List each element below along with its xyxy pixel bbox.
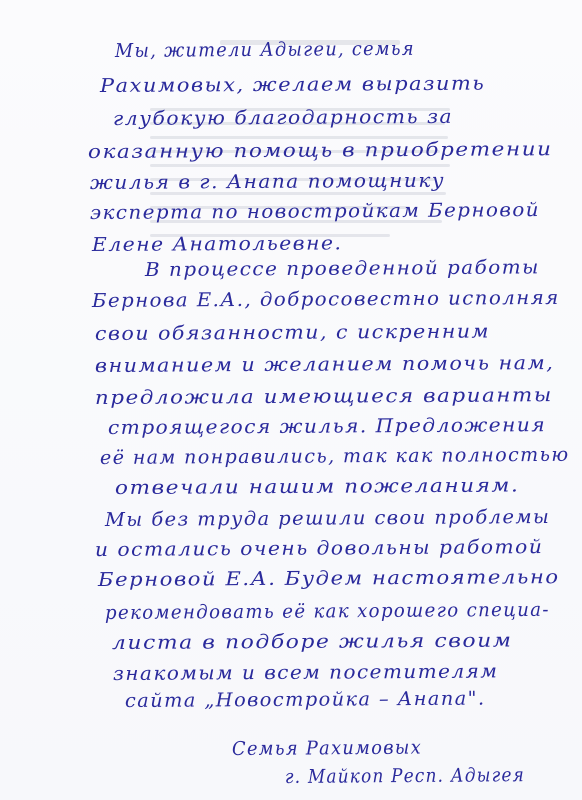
signature-city: г. Майкоп Респ. Адыгея bbox=[284, 764, 526, 788]
letter-line: глубокую благодарность за bbox=[112, 105, 454, 130]
letter-line: свои обязанности, с искренним bbox=[94, 320, 491, 345]
letter-line: Берновой Е.А. Будем настоятельно bbox=[97, 566, 560, 591]
letter-line: Бернова Е.А., добросовестно исполняя bbox=[91, 286, 560, 312]
letter-line: знакомым и всем посетителям bbox=[112, 660, 499, 685]
letter-line: эксперта по новостройкам Берновой bbox=[89, 198, 541, 224]
letter-line: рекомендовать её как хорошего специа- bbox=[104, 598, 550, 624]
letter-line: вниманием и желанием помочь нам, bbox=[94, 352, 555, 377]
letter-line: Мы, жители Адыгеи, семья bbox=[114, 37, 415, 62]
signature-family: Семья Рахимовых bbox=[231, 736, 423, 760]
letter-line: Рахимовых, желаем выразить bbox=[99, 72, 486, 97]
letter-line: сайта „Новостройка – Анапа". bbox=[124, 687, 486, 712]
letter-line: строящегося жилья. Предложения bbox=[107, 414, 547, 439]
letter-line: жилья в г. Анапа помощнику bbox=[89, 169, 446, 194]
letter-line: оказанную помощь в приобретении bbox=[87, 138, 553, 163]
letter-line: В процессе проведенной работы bbox=[144, 256, 540, 281]
letter-line: Елене Анатольевне. bbox=[91, 232, 343, 256]
letter-line: листа в подборе жилья своим bbox=[111, 629, 513, 654]
letter-line: Мы без труда решили свои проблемы bbox=[104, 505, 551, 531]
letter-line: предложила имеющиеся варианты bbox=[94, 384, 553, 409]
letter-line: её нам понравились, так как полностью bbox=[99, 443, 570, 469]
letter-line: отвечали нашим пожеланиям. bbox=[114, 474, 520, 499]
letter-line: и остались очень довольны работой bbox=[94, 536, 544, 561]
